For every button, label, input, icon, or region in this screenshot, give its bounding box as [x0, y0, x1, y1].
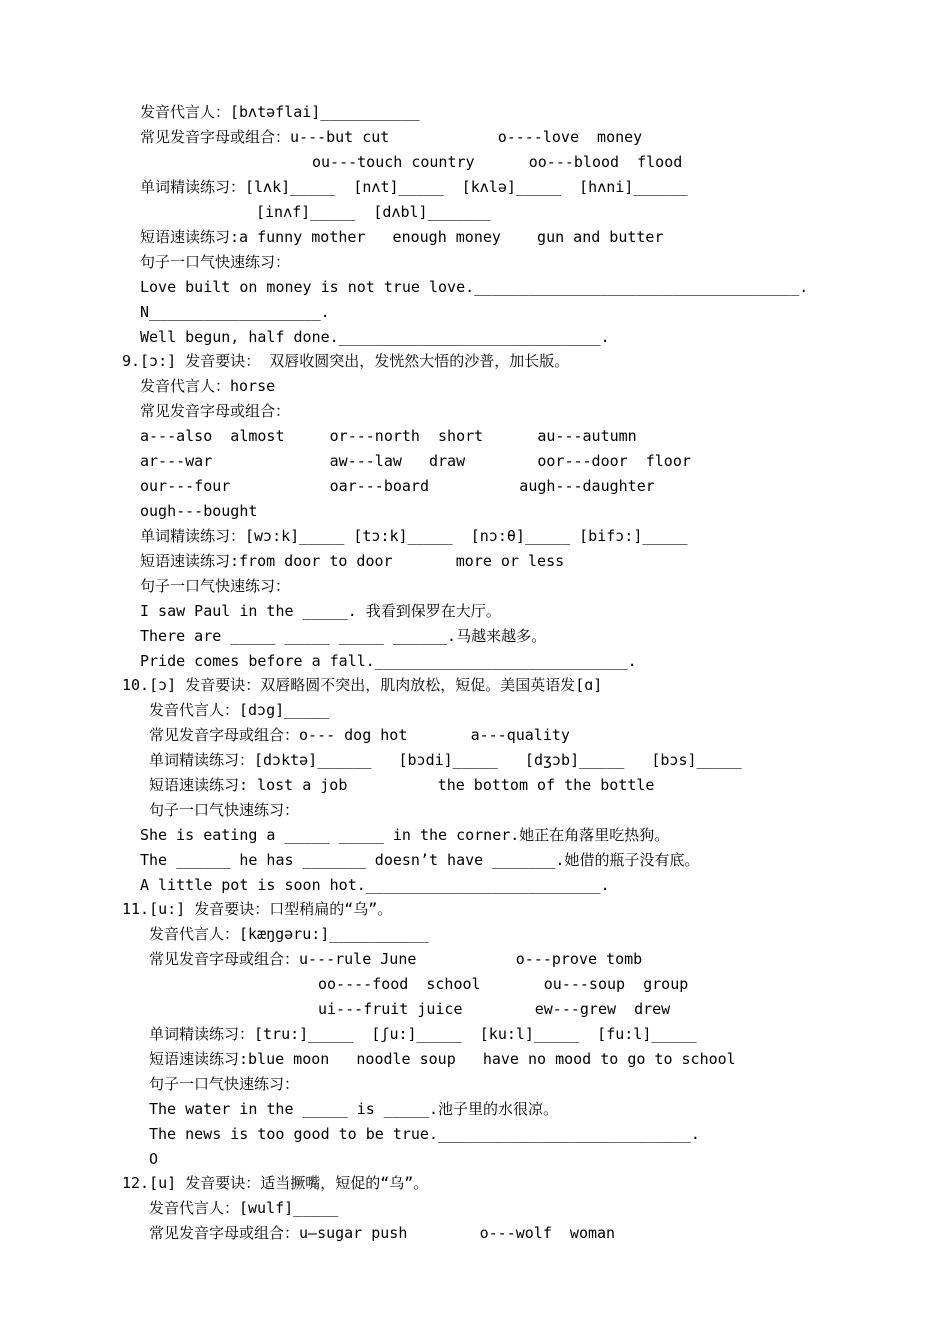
text-line: 短语速读练习: lost a job the bottom of the bottle [149, 776, 655, 794]
text-line: Love built on money is not true love.____________________________________. [140, 278, 809, 296]
text-line: ou---touch country oo---blood flood [312, 153, 683, 171]
text-line: 单词精读练习：[lʌk]_____ [nʌt]_____ [kʌlə]_____ [hʌni]______ [140, 178, 688, 196]
text-line: 单词精读练习：[tru:]_____ [ʃu:]_____ [ku:l]_____ [fu:l]_____ [149, 1025, 697, 1043]
text-line: I saw Paul in the _____. 我看到保罗在大厅。 [140, 602, 501, 620]
text-line: 常见发音字母或组合：u---but cut o----love money [140, 128, 643, 146]
text-line: 句子一口气快速练习： [149, 1075, 300, 1093]
text-line: oo----food school ou---soup group [318, 975, 689, 993]
text-line: a---also almost or---north short au---autumn [140, 427, 637, 445]
text-line: 短语速读练习:a funny mother enough money gun and butter [140, 228, 664, 246]
text-line: 发音代言人：[dɔg]_____ [149, 701, 330, 719]
text-line: 常见发音字母或组合：o--- dog hot a---quality [149, 726, 570, 744]
text-line: 发音代言人：[bʌtəflai]___________ [140, 103, 420, 121]
text-line: ar---war aw---law draw oor---door floor [140, 452, 691, 470]
text-line: 句子一口气快速练习： [140, 577, 291, 595]
text-line: 句子一口气快速练习： [149, 801, 300, 819]
text-line: A little pot is soon hot.__________________________. [140, 876, 610, 894]
text-line: 常见发音字母或组合： [140, 402, 291, 420]
text-line: 常见发音字母或组合：u---rule June o---prove tomb [149, 950, 643, 968]
text-line: There are _____ _____ _____ ______.马越来越多。 [140, 627, 547, 645]
text-line: Pride comes before a fall.____________________________. [140, 652, 637, 670]
text-line: ui---fruit juice ew---grew drew [318, 1000, 671, 1018]
text-line: The news is too good to be true.____________________________. [149, 1125, 700, 1143]
text-line: our---four oar---board augh---daughter [140, 477, 655, 495]
text-line: 11.[u:] 发音要诀：口型稍扁的“乌”。 [122, 900, 393, 918]
text-line: The water in the _____ is _____.池子里的水很凉。 [149, 1100, 558, 1118]
text-line: 单词精读练习：[dɔktə]______ [bɔdi]_____ [dʒɔb]_____ [bɔs]_____ [149, 751, 742, 769]
text-line: 9.[ɔ:] 发音要诀： 双唇收圆突出，发恍然大悟的沙普，加长版。 [122, 352, 570, 370]
text-line: [inʌf]_____ [dʌbl]_______ [256, 203, 491, 221]
text-line: 发音代言人：horse [140, 377, 276, 395]
text-line: 发音代言人：[wulf]_____ [149, 1199, 339, 1217]
text-line: 句子一口气快速练习： [140, 253, 291, 271]
text-line: 短语速读练习:blue moon noodle soup have no mood to go to school [149, 1050, 736, 1068]
text-line: ough---bought [140, 502, 258, 520]
text-line: N___________________. [140, 303, 330, 321]
text-line: 10.[ɔ] 发音要诀：双唇略圆不突出，肌肉放松，短促。美国英语发[ɑ] [122, 676, 603, 694]
text-line: O [149, 1150, 159, 1168]
text-line: Well begun, half done._____________________________. [140, 328, 610, 346]
text-line: 常见发音字母或组合：u—sugar push o---wolf woman [149, 1224, 616, 1242]
text-line: 发音代言人：[kæŋgəru:]___________ [149, 925, 429, 943]
text-line: She is eating a _____ _____ in the corner.她正在角落里吃热狗。 [140, 826, 670, 844]
text-line: 12.[u] 发音要诀：适当撅嘴，短促的“乌”。 [122, 1174, 429, 1192]
text-line: 单词精读练习：[wɔ:k]_____ [tɔ:k]_____ [nɔ:θ]_____ [bifɔ:]_____ [140, 527, 688, 545]
text-line: The ______ he has _______ doesn’t have _______.她借的瓶子没有底。 [140, 851, 700, 869]
text-line: 短语速读练习:from door to door more or less [140, 552, 565, 570]
